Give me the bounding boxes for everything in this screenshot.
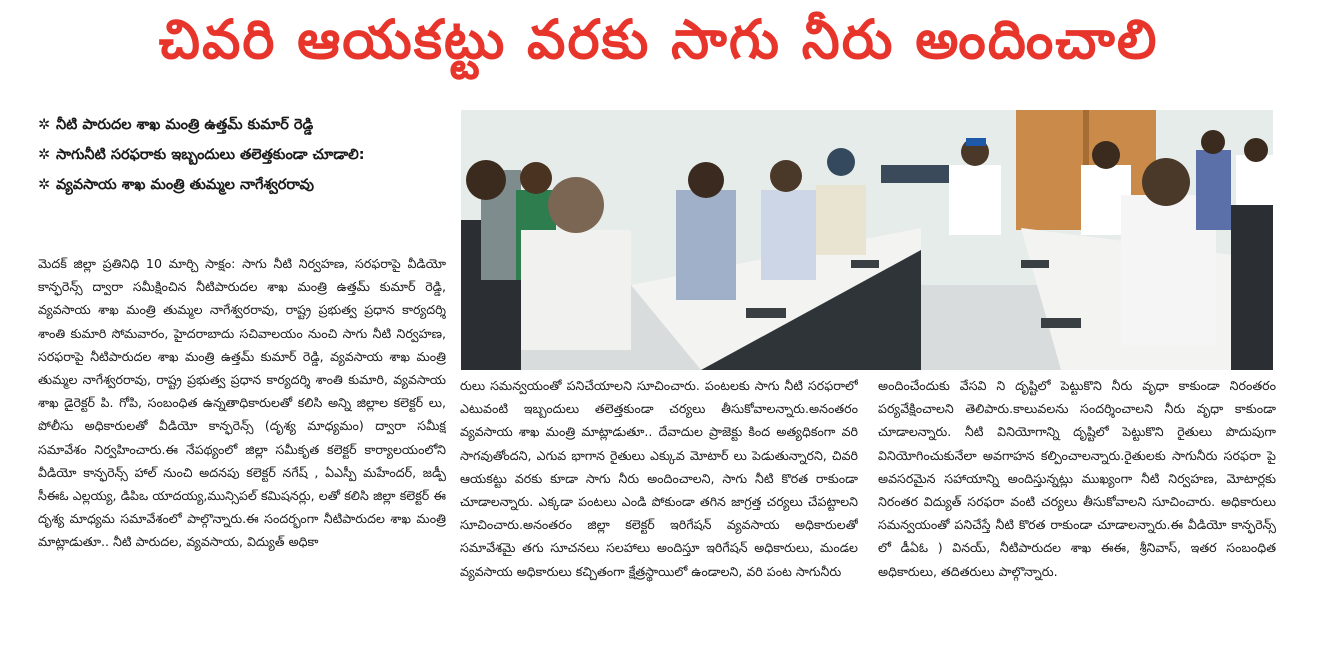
article-column-3 — [878, 374, 1276, 649]
bullet-text: నీటి పారుదల శాఖ మంత్రి ఉత్తమ్ కుమార్ రెడ్డి — [56, 117, 314, 133]
meeting-photo — [461, 110, 1273, 370]
article-column-2 — [460, 374, 858, 649]
meeting-photo-illustration — [461, 110, 1273, 370]
bullet-text: వ్యవసాయ శాఖ మంత్రి తుమ్మల నాగేశ్వరరావు — [56, 177, 314, 193]
bullet-list — [38, 110, 448, 200]
article-text: మెదక్ జిల్లా ప్రతినిధి 10 మార్చి సాక్షం: సాగు నీటి నిర్వహణ, సరఫరాపై వీడియో కాన్ఫరెన్స్ ద్వారా సమీక్షించిన నీటిపారుదల శాఖ మంత్రి ఉత్తమ్ కుమార్ రెడ్డి, వ్యవసాయ శాఖ మంత్రి తుమ్మల నాగేశ్వరరావు, రాష్ట్ర ప్రభుత్వ ప్రధాన కార్యదర్శి శాంతి కుమారి సోమవారం, హైదరాబాదు సచివాలయం నుంచి సాగు నీటి నిర్వహణ, సరఫరాపై నీటిపారుదల శాఖ మంత్రి ఉత్తమ్ కుమార్ రెడ్డి, వ్యవసాయ శాఖ మంత్రి తుమ్మల నాగేశ్వరరావు, రాష్ట్ర ప్రభుత్వ ప్రధాన కార్యదర్శి శాంతి కుమారి, వ్యవసాయ శాఖ డైరెక్టర్ పి. గోపి, సంబంధిత ఉన్నతాధికారులతో కలిసి అన్ని జిల్లాల కలెక్టర్ లు, పోలీసు అధికారులతో వీడియో కాన్ఫరెన్స్ (దృశ్య మాధ్యమం) ద్వారా సమీక్ష సమావేశం నిర్వహించారు.ఈ నేపథ్యంలో జిల్లా సమీకృత కలెక్టర్ కార్యాలయంలోని వీడియో కాన్ఫరెన్స్ హాల్ నుంచి అదనపు కలెక్టర్ నగేష్ , ఏఎస్పీ మహేందర్, జడ్పీ సీఈఓ ఎల్లయ్య, డిపిఒ యాదయ్య,మున్సిపల్ కమిషనర్లు, లతో కలిసి జిల్లా కలెక్టర్ ఈ దృశ్య మాధ్యమ సమావేశంలో పాల్గొన్నారు.ఈ సందర్భంగా నీటిపారుదల శాఖ మంత్రి మాట్లాడుతూ.. నీటి పారుదల, వ్యవసాయ, విద్యుత్ అధికా — [38, 256, 446, 550]
article-column-1 — [38, 252, 446, 649]
asterisk-icon: ✲ — [38, 177, 51, 193]
article-text: రులు సమన్వయంతో పనిచేయాలని సూచించారు. పంటలకు సాగు నీటి సరఫరాలో ఎటువంటి ఇబ్బందులు తలెత్తకుండా చర్యలు తీసుకోవాలన్నారు.అనంతరం వ్యవసాయ శాఖ మంత్రి మాట్లాడుతూ.. దేవాదుల ప్రాజెక్టు కింద అత్యధికంగా వరి సాగవుతోందని, ఎగువ భాగాన రైతులు ఎక్కువ మోటార్ లు పెడుతున్నారని, చివరి ఆయకట్టు వరకు కూడా సాగు నీరు అందించాలని, సాగు నీటి కొరత రాకుండా చూడాలన్నారు. ఎక్కడా పంటలు ఎండి పోకుండా తగిన జాగ్రత్త చర్యలు చేపట్టాలని సూచించారు.అనంతరం జిల్లా కలెక్టర్ ఇరిగేషన్ వ్యవసాయ అధికారులతో సమావేశమై తగు సూచనలు సలహాలు అందిస్తూ ఇరిగేషన్ అధికారులు, మండల వ్యవసాయ అధికారులు కచ్చితంగా క్షేత్రస్థాయిలో ఉండాలని, వరి పంట సాగునీరు — [460, 378, 858, 579]
headline: చివరి ఆయకట్టు వరకు సాగు నీరు అందించాలి — [158, 7, 1159, 71]
bullet-text: సాగునీటి సరఫరాకు ఇబ్బందులు తలెత్తకుండా చూడాలి: — [56, 147, 365, 163]
asterisk-icon: ✲ — [38, 147, 51, 163]
bullet-item — [38, 110, 448, 140]
bullet-item — [38, 140, 448, 170]
article-text: అందించేందుకు వేసవి ని దృష్టిలో పెట్టుకొని నీరు వృధా కాకుండా నిరంతరం పర్యవేక్షించాలని తెలిపారు.కాలువలను సందర్శించాలని నీరు వృధా కాకుండా చూడాలన్నారు. నీటి వినియోగాన్ని దృష్టిలో పెట్టుకొని రైతులు పొదుపుగా వినియోగించుకునేలా అవగాహన కల్పించాలన్నారు.రైతులకు సాగునీరు సరఫరా పై అవసరమైన సహాయాన్ని అందిస్తున్నట్లు ముఖ్యంగా నీటి నిర్వహణ, మోటార్లకు నిరంతర విద్యుత్ సరఫరా వంటి చర్యలు తీసుకోవాలని సూచించారు. అధికారులు సమన్వయంతో పనిచేస్తే నీటి కొరత రాకుండా చూడాలన్నారు.ఈ వీడియో కాన్ఫరెన్స్ లో డీఏఓ ) వినయ్, నీటిపారుదల శాఖ ఈఈ, శ్రీనివాస్, ఇతర సంబంధిత అధికారులు, తదితరులు పాల్గొన్నారు. — [878, 378, 1276, 579]
bullet-item — [38, 170, 448, 200]
asterisk-icon: ✲ — [38, 117, 51, 133]
